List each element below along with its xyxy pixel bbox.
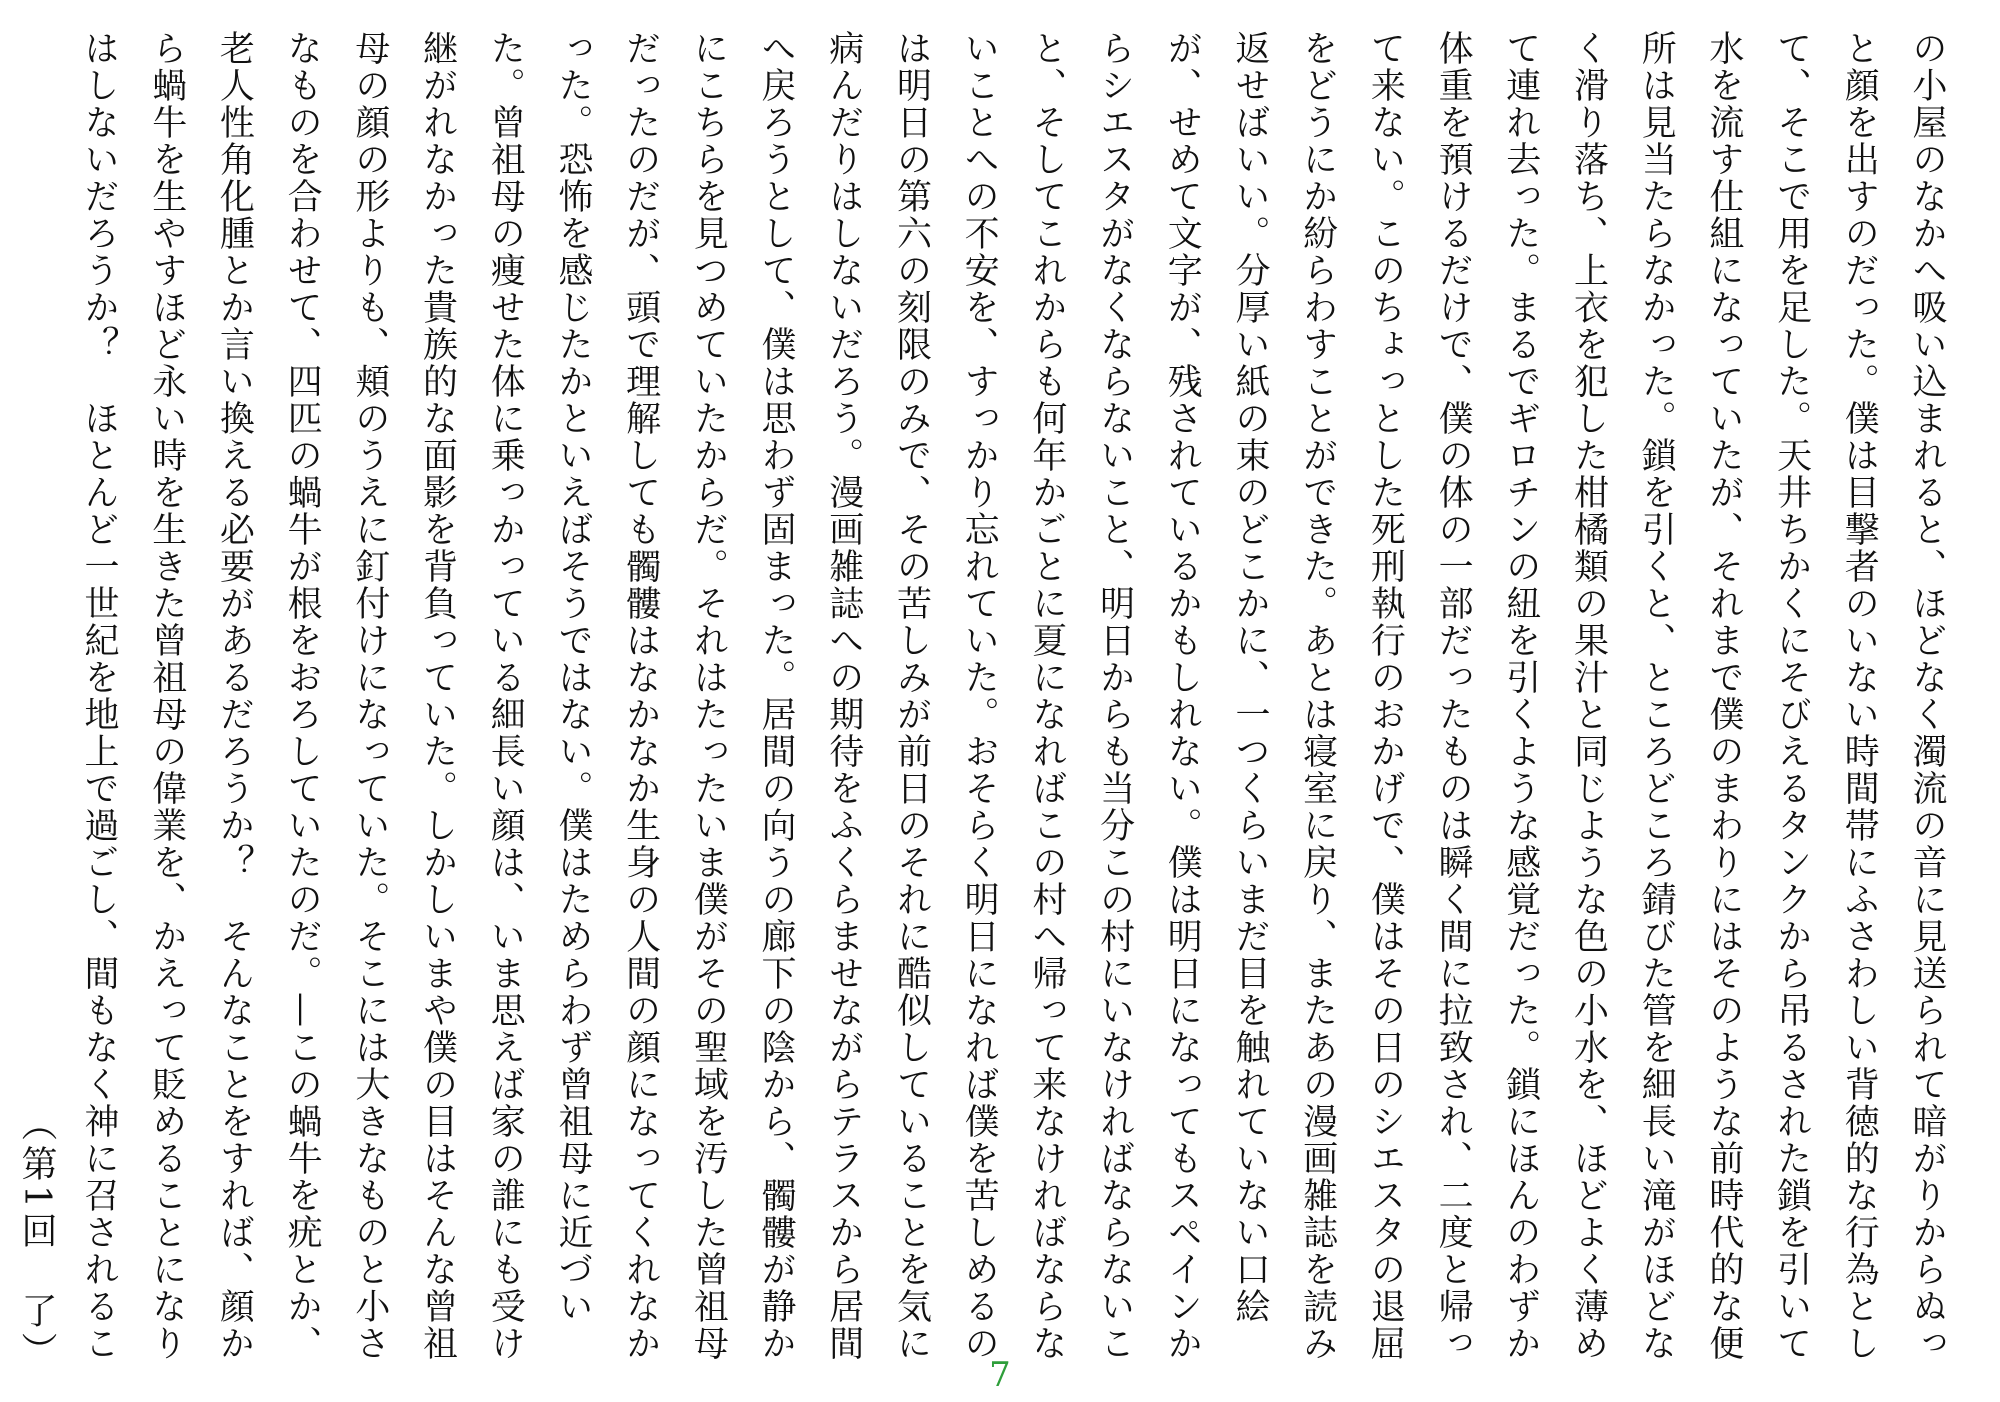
page-number: 7 — [989, 1355, 1011, 1395]
chapter-end-marker: （第1回 了） — [16, 1105, 57, 1372]
body-paragraph: の小屋のなかへ吸い込まれると、ほどなく濁流の音に見送られて暗がりからぬっと顔を出すのだった。僕は目撃者のいない時間帯にふさわしい背徳的な行為として、そこで用を足した。天井ちかくにそびえるタンクから吊るされた鎖を引いて水を流す仕組になっていたが、それまで僕のまわりにはそのような前時代的な便所は見当たらなかった。鎖を引くと、ところどころ錆びた管を細長い滝がほどなく滑り落ち、上衣を犯した柑橘類の果汁と同じような色の小水を、ほどよく薄めて連れ去った。まるでギロチンの紐を引くような感覚だった。鎖にほんのわずか体重を預けるだけで、僕の体の一部だったものは瞬く間に拉致され、二度と帰って来ない。このちょっとした死刑執行のおかげで、僕はその日のシエスタの退屈をどうにか紛らわすことができた。あとは寝室に戻り、またあの漫画雑誌を読み返せばいい。分厚い紙の束のどこかに、一つくらいまだ目を触れていない口絵が、せめて文字が、残されているかもしれない。僕は明日になってもスペインからシエスタがなくならないこと、明日からも当分この村にいなければならないこと、そしてこれからも何年かごとに夏になればこの村へ帰って来なければならないことへの不安を、すっかり忘れていた。おそらく明日になれば僕を苦しめるのは明日の第六の刻限のみで、その苦しみが前日のそれに酷似していることを気に病んだりはしないだろう。漫画雑誌への期待をふくらませながらテラスから居間へ戻ろうとして、僕は思わず固まった。居間の向うの廊下の陰から、髑髏が静かにこちらを見つめていたからだ。それはたったいま僕がその聖域を汚した曾祖母だったのだが、頭で理解しても髑髏はなかなか生身の人間の顔になってくれなかった。恐怖を感じたかといえばそうではない。僕はためらわず曾祖母に近づいた。曾祖母の痩せた体に乗っかっている細長い顔は、いま思えば家の誰にも受け継がれなかった貴族的な面影を背負っていた。しかしいまや僕の目はそんな曾祖母の顔の形よりも、頬のうえに釘付けになっていた。そこには大きなものと小さなものを合わせて、四匹の蝸牛が根をおろしていたのだ。—この蝸牛を疣とか、老人性角化腫とか言い換える必要があるだろうか？ そんなことをすれば、顔から蝸牛を生やすほど永い時を生きた曾祖母の偉業を、かえって貶めることになりはしないだろうか？ ほとんど一世紀を地上で過ごし、間もなく神に召されるこ — [79, 30, 1947, 1362]
vertical-text-body — [55, 30, 1960, 1370]
